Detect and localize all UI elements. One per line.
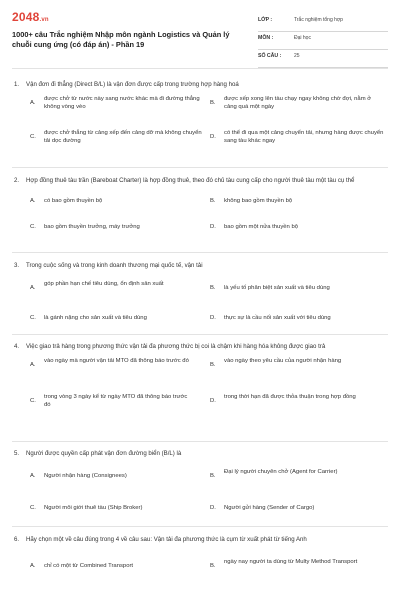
option-letter: B. bbox=[210, 198, 216, 204]
option-text: có thể đi qua một cảng chuyển tải, nhưng hàng được chuyển sang tàu khác ngay bbox=[224, 130, 384, 145]
option-text: chỉ có một từ Combined Transport bbox=[44, 563, 134, 569]
option-text: vào ngày theo yêu cầu của người nhận hàng bbox=[224, 358, 342, 364]
question-stem bbox=[14, 342, 386, 351]
logo-main: 2048 bbox=[12, 10, 40, 24]
document-header bbox=[12, 10, 388, 62]
question-stem bbox=[14, 535, 386, 544]
meta-row-class bbox=[258, 14, 388, 32]
meta-row-subject bbox=[258, 32, 388, 50]
logo-suffix: .vn bbox=[39, 17, 49, 23]
question-number: 2. bbox=[14, 177, 20, 184]
question-number: 4. bbox=[14, 343, 20, 350]
question-text: Trong cuộc sống và trong kinh doanh thương mại quốc tế, vận tải bbox=[26, 262, 203, 269]
option-text: được chở thẳng từ cảng xếp đến cảng dỡ mà không chuyển tải dọc đường bbox=[44, 130, 202, 145]
document-title: 1000+ câu Trắc nghiệm Nhập môn ngành Logistics và Quản lý chuỗi cung ứng (có đáp án) - Phần 19 bbox=[12, 30, 230, 49]
option-text: bao gồm một nửa thuyền bộ bbox=[224, 224, 299, 230]
option-letter: A. bbox=[30, 100, 36, 106]
option-text: Người gửi hàng (Sender of Cargo) bbox=[224, 505, 315, 511]
question-number: 6. bbox=[14, 536, 20, 543]
option-letter: C. bbox=[30, 505, 36, 511]
meta-label: LỚP : bbox=[258, 17, 273, 23]
question-text: Người được quyền cấp phát vận đơn đường biển (B/L) là bbox=[26, 450, 182, 457]
option-letter: A. bbox=[30, 473, 36, 479]
question-divider bbox=[12, 252, 388, 253]
option-letter: D. bbox=[210, 505, 216, 511]
option-text: Người nhận hàng (Consignees) bbox=[44, 473, 127, 479]
question-6 bbox=[14, 535, 386, 569]
question-number: 5. bbox=[14, 450, 20, 457]
question-divider bbox=[12, 441, 388, 442]
option-text: bao gồm thuyền trưởng, máy trưởng bbox=[44, 224, 140, 230]
option-text: được xếp xong lên tàu chạy ngay không chờ đợi, nằm ở cảng quá một ngày bbox=[224, 96, 372, 111]
option-text: Người môi giới thuê tàu (Ship Broker) bbox=[44, 505, 143, 511]
meta-label: SỐ CÂU : bbox=[258, 53, 282, 59]
option-letter: C. bbox=[30, 398, 36, 404]
question-number: 1. bbox=[14, 81, 20, 88]
meta-label: MÔN : bbox=[258, 35, 274, 41]
option-letter: A. bbox=[30, 362, 36, 368]
question-stem bbox=[14, 80, 386, 89]
option-text: được chở từ nước này sang nước khác mà đi đường thẳng không vòng vèo bbox=[44, 96, 200, 111]
meta-value: 25 bbox=[294, 53, 300, 59]
option-letter: B. bbox=[210, 362, 216, 368]
question-number: 3. bbox=[14, 262, 20, 269]
question-1 bbox=[14, 80, 386, 145]
site-logo[interactable] bbox=[12, 10, 49, 24]
option-letter: D. bbox=[210, 224, 216, 230]
question-divider bbox=[12, 167, 388, 168]
meta-row-count bbox=[258, 50, 388, 68]
meta-info bbox=[258, 14, 388, 68]
option-text: thực sự là cầu nối sản xuất với tiêu dùng bbox=[224, 315, 331, 321]
question-2 bbox=[14, 176, 386, 230]
option-letter: D. bbox=[210, 315, 216, 321]
question-stem bbox=[14, 261, 386, 270]
option-letter: C. bbox=[30, 134, 36, 140]
option-letter: A. bbox=[30, 198, 36, 204]
option-letter: A. bbox=[30, 563, 36, 569]
option-letter: B. bbox=[210, 473, 216, 479]
option-letter: B. bbox=[210, 100, 216, 106]
option-letter: D. bbox=[210, 398, 216, 404]
question-divider bbox=[12, 334, 388, 335]
option-text: vào ngày mà người vận tải MTO đã thông báo trước đó bbox=[44, 358, 189, 364]
option-letter: A. bbox=[30, 285, 36, 291]
question-4 bbox=[14, 342, 386, 409]
option-text: có bao gồm thuyền bộ bbox=[44, 198, 103, 204]
question-stem bbox=[14, 449, 386, 458]
meta-value: Trắc nghiệm tổng hợp bbox=[294, 17, 343, 23]
question-stem bbox=[14, 176, 386, 185]
option-text: ngày nay người ta dùng từ Multy Method Transport bbox=[224, 559, 358, 565]
option-text: không bao gồm thuyền bộ bbox=[224, 198, 293, 204]
option-letter: B. bbox=[210, 563, 216, 569]
question-text: Hãy chọn một về câu đúng trong 4 về câu sau: Vận tải đa phương thức là cụm từ xuất phát từ tiếng Anh bbox=[26, 536, 307, 543]
option-text: góp phần hạn chế tiêu dùng, ổn định sản xuất bbox=[44, 281, 164, 287]
question-text: Hợp đồng thuê tàu trần (Bareboat Charter) là hợp đồng thuê, theo đó chủ tàu cung cấp cho người thuê tàu một tàu cụ thể bbox=[26, 177, 355, 184]
option-letter: C. bbox=[30, 315, 36, 321]
meta-value: Đại học bbox=[294, 35, 311, 41]
question-text: Vận đơn đi thẳng (Direct B/L) là vận đơn được cấp trong trường hợp hàng hoá bbox=[26, 81, 239, 88]
header-divider bbox=[12, 68, 388, 69]
question-divider bbox=[12, 526, 388, 527]
option-text: trong thời hạn đã được thỏa thuận trong hợp đồng bbox=[224, 394, 356, 400]
question-3 bbox=[14, 261, 386, 321]
option-text: trong vòng 3 ngày kể từ ngày MTO đã thông báo trước đó bbox=[44, 394, 188, 409]
option-text: là yếu tố phân biệt sản xuất và tiêu dùng bbox=[224, 285, 330, 291]
option-letter: B. bbox=[210, 285, 216, 291]
option-text: là gánh nặng cho sản xuất và tiêu dùng bbox=[44, 315, 147, 321]
question-5 bbox=[14, 449, 386, 511]
question-text: Việc giao trả hàng trong phương thức vận tải đa phương thức bị coi là chậm khi hàng hóa không được giao trả bbox=[26, 343, 326, 350]
option-letter: C. bbox=[30, 224, 36, 230]
option-text: Đại lý người chuyên chở (Agent for Carrier) bbox=[224, 469, 338, 475]
option-letter: D. bbox=[210, 134, 216, 140]
